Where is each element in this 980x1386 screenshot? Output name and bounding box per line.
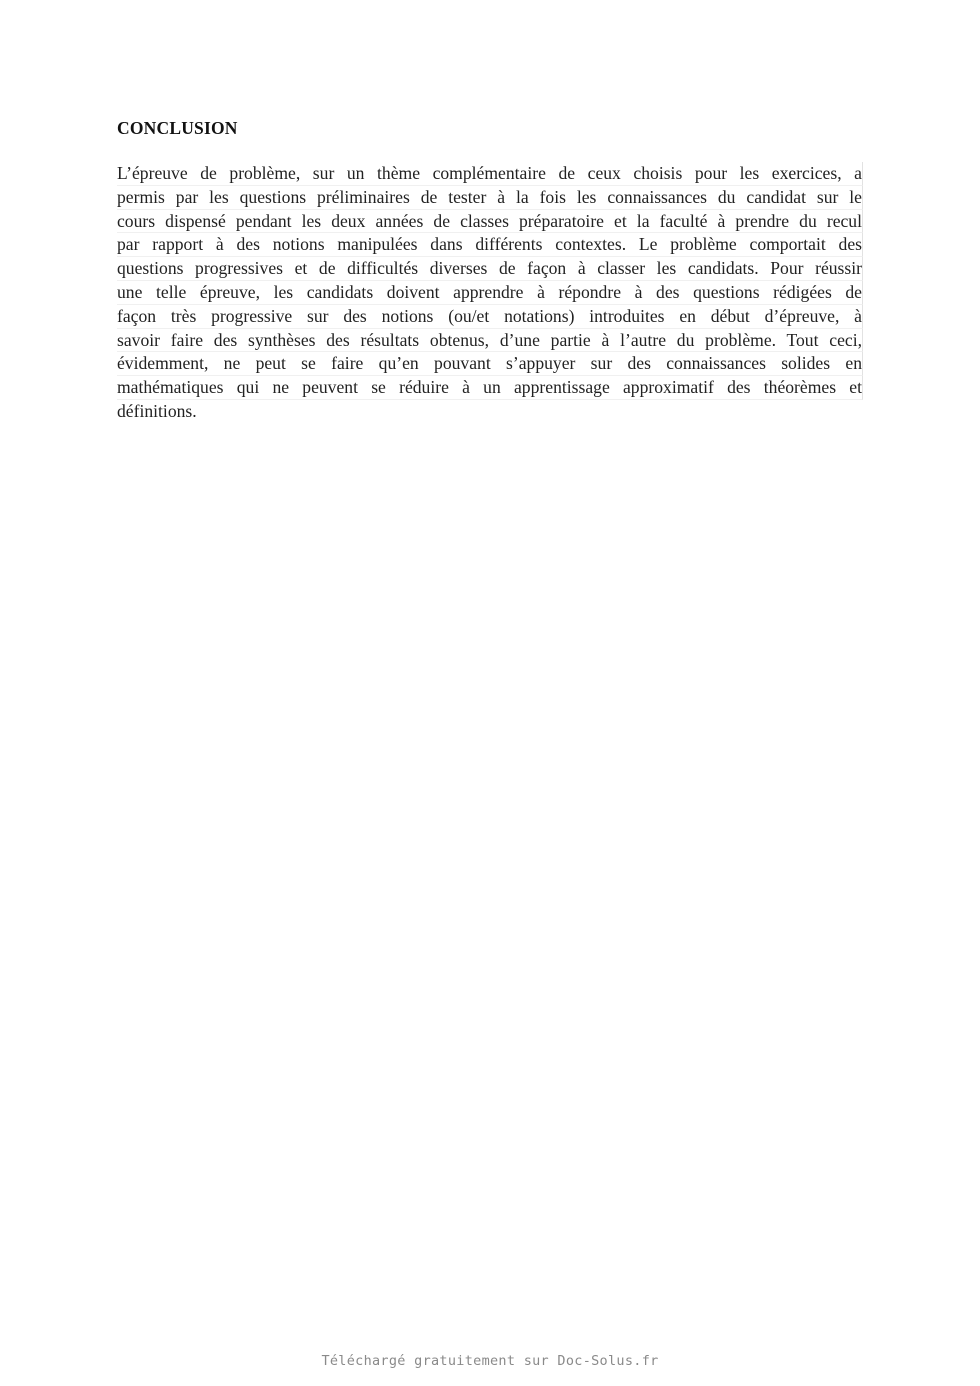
paragraph-line: savoir faire des synthèses des résultats obtenus, d’une partie à l’autre du problème. Tout ceci, <box>117 329 863 353</box>
paragraph-line: évidemment, ne peut se faire qu’en pouvant s’appuyer sur des connaissances solides en <box>117 352 863 376</box>
paragraph-line: cours dispensé pendant les deux années de classes préparatoire et la faculté à prendre du recul <box>117 210 863 234</box>
paragraph-line: permis par les questions préliminaires de tester à la fois les connaissances du candidat sur le <box>117 186 863 210</box>
paragraph-line: façon très progressive sur des notions (ou/et notations) introduites en début d’épreuve, à <box>117 305 863 329</box>
conclusion-paragraph <box>117 162 863 423</box>
paragraph-line: définitions. <box>117 400 197 421</box>
paragraph-line: par rapport à des notions manipulées dans différents contextes. Le problème comportait des <box>117 233 863 257</box>
paragraph-line: une telle épreuve, les candidats doivent apprendre à répondre à des questions rédigées de <box>117 281 863 305</box>
section-heading: CONCLUSION <box>117 118 238 138</box>
paragraph-line: mathématiques qui ne peuvent se réduire à un apprentissage approximatif des théorèmes et <box>117 376 863 400</box>
download-footer-note: Téléchargé gratuitement sur Doc-Solus.fr <box>321 1353 659 1369</box>
paragraph-line: questions progressives et de difficultés diverses de façon à classer les candidats. Pour réussir <box>117 257 863 281</box>
paragraph-line: L’épreuve de problème, sur un thème complémentaire de ceux choisis pour les exercices, a <box>117 162 863 186</box>
